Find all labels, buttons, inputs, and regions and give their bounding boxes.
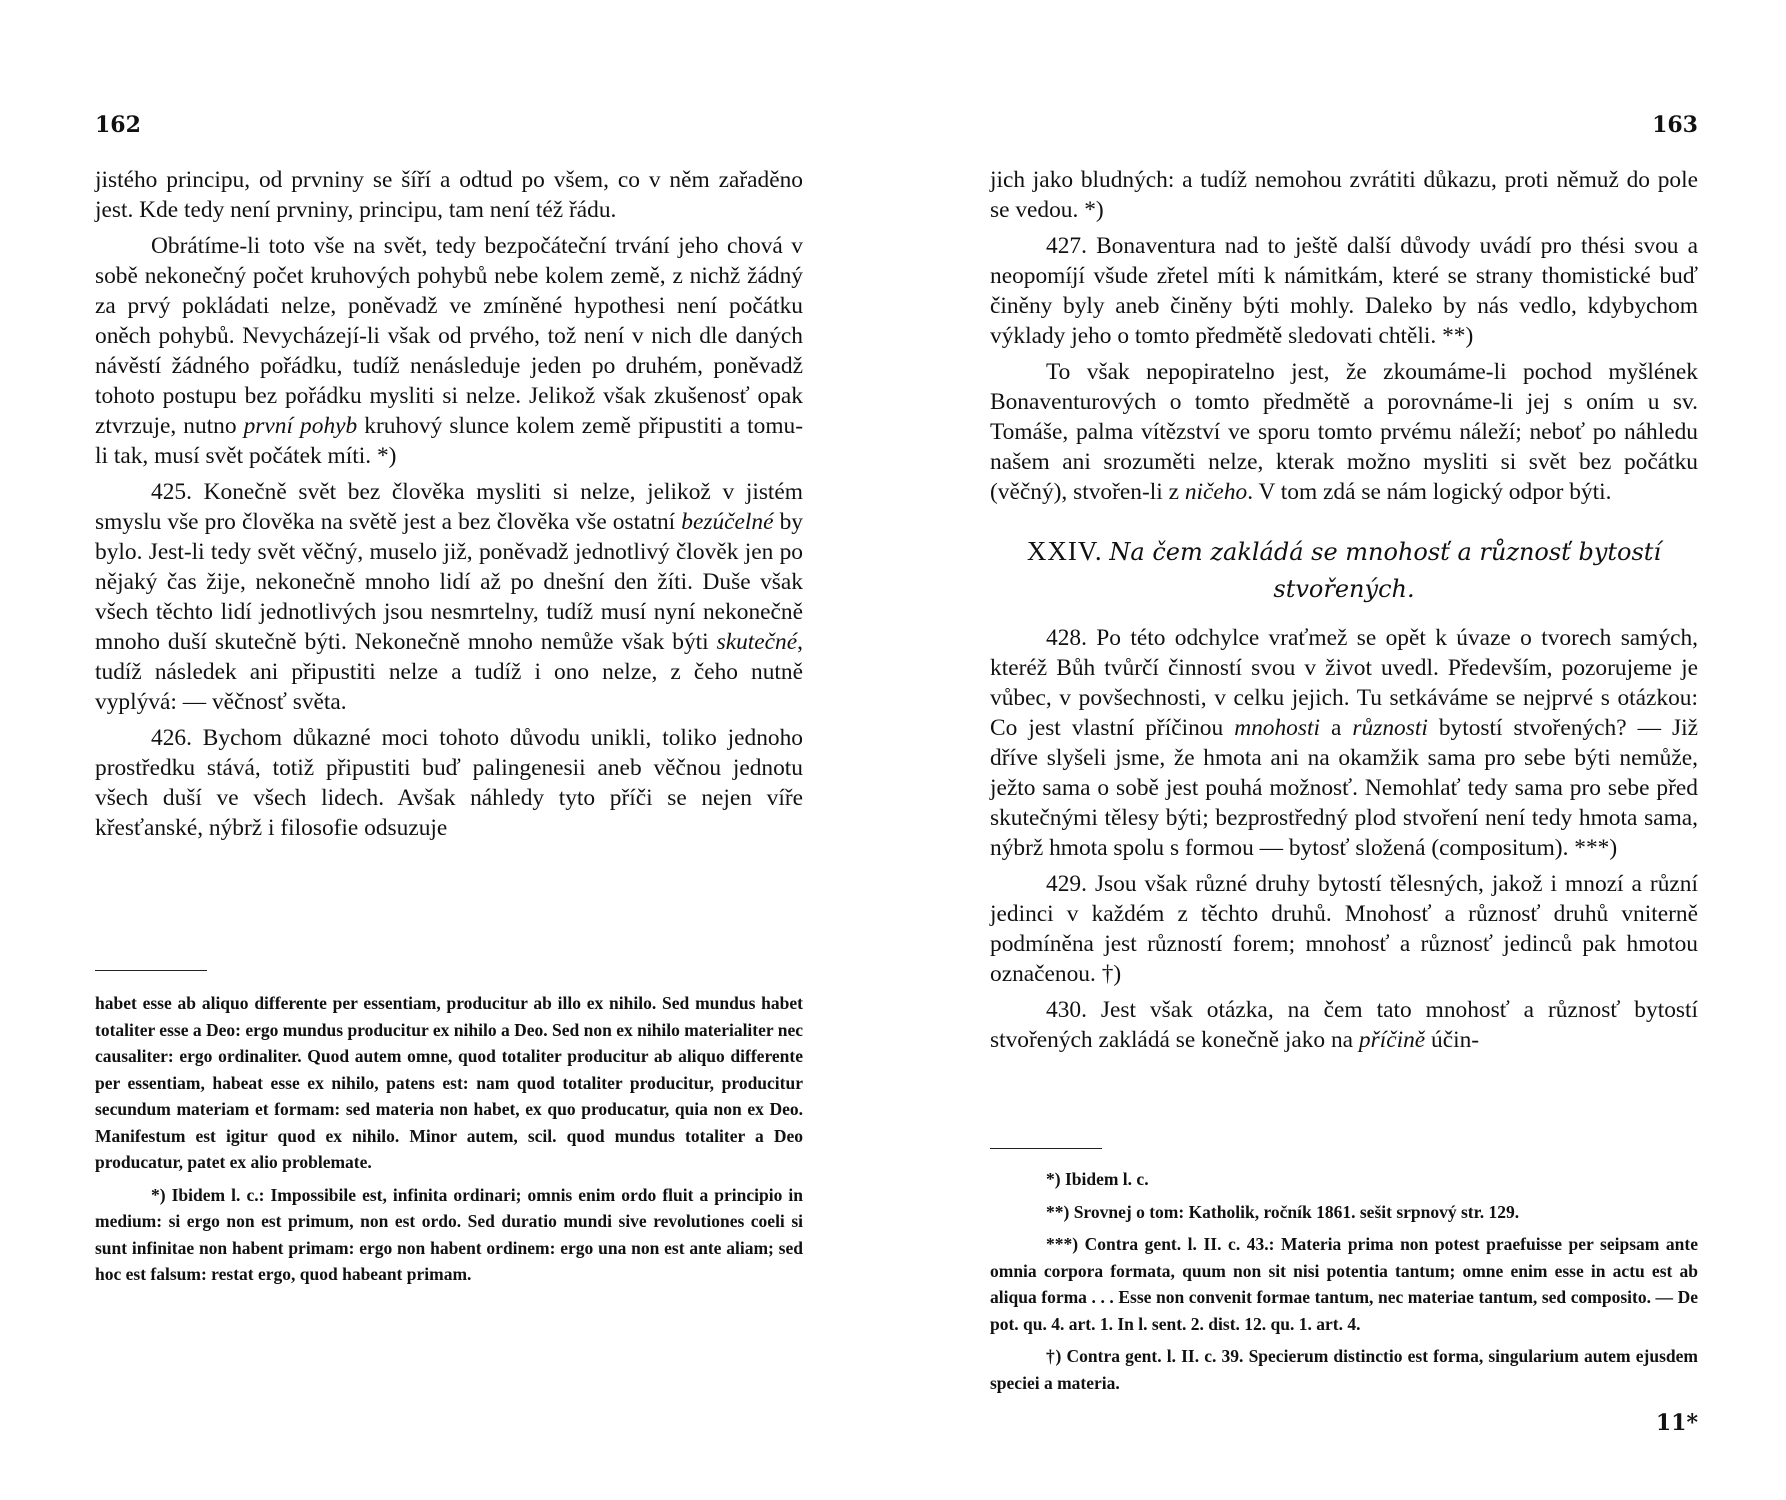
text-run: 430. Jest však otázka, na čem tato mnohosť a různosť bytostí stvořených zakládá se konečně jako na [990,997,1698,1053]
footnote: *) Ibidem l. c.: Impossibile est, infinita ordinari; omnis enim ordo fluit a principio in medium: si ergo non est primum, non est ordo. Sed duratio mundi sive revolutiones coeli si sunt infinitae non habent primam: ergo non habent ordinem: ergo una non est ante aliam; sed hoc est falsum: restat ergo, quod habeant primam. [95,1184,803,1284]
footnote: *) Ibidem l. c. [1046,1169,1149,1189]
page-number-left: 162 [95,112,141,138]
emphasis: různosti [1352,715,1428,741]
paragraph [990,623,1698,863]
footnote: ***) Contra gent. l. II. c. 43.: Materia prima non potest praefuisse per seipsam ante omnia corpora formata, quum non sit nisi potentia tantum; omne enim esse in actu est ab aliqua forma . . . Esse non convenit formae tantum, nec materiae tantum, sed composito. — De pot. qu. 4. art. 1. In l. sent. 2. dist. 12. qu. 1. art. 4. [990,1234,1698,1334]
paragraph [990,357,1698,507]
text-run: kruhový slunce kolem země připustiti a tomu-li tak, musí svět počátek míti. *) [95,413,804,469]
paragraph [95,231,803,471]
text-run: . V tom zdá se nám logický odpor býti. [1247,479,1612,505]
paragraph: jistého principu, od prvniny se šíří a odtud po všem, co v něm zařaděno jest. Kde tedy není prvniny, principu, tam není též řádu. [95,167,803,223]
paragraph [95,477,803,717]
chapter-heading [990,533,1698,607]
footnote-rule [990,1148,1102,1149]
page-number-right: 163 [1652,112,1698,138]
emphasis: bezúčelné [681,509,774,535]
right-footnotes [990,1160,1698,1396]
emphasis: první pohyb [243,413,358,439]
text-run: účin- [1425,1027,1480,1053]
text-run: 428. Po této odchylce vraťmež se opět k úvaze o tvorech samých, kteréž Bůh tvůrčí činností svou v život uvedl. Především, pozorujeme je vůbec, v povšechnosti, v celku jejich. Tu setkáváme se nejprvé s otázkou: Co jest vlastní příčinou [990,625,1698,741]
text-run: bytostí stvořených? — Již dříve slyšeli jsme, že hmota ani na okamžik sama pro sebe býti nemůže, ježto sama o sobě jest pouhá možnosť. Nemohlať tedy sama pro sebe před skutečnými tělesy býti; bezprostředný plod stvoření není tedy hmota sama, nýbrž hmota spolu s formou — bytosť složená (compositum). ***) [990,715,1698,861]
left-body-text [95,165,803,843]
text-run: 425. Konečně svět bez člověka mysliti si nelze, jelikož v jistém smyslu vše pro člověka na světě jest a bez člověka vše ostatní [95,479,803,535]
emphasis: ničeho [1184,479,1248,505]
emphasis: skutečné [716,629,798,655]
emphasis: příčině [1358,1027,1426,1053]
text-run: Obrátíme-li toto vše na svět, tedy bezpočáteční trvání jeho chová v sobě nekonečný počet kruhových pohybů nebe kolem země, z nichž žádný za prvý pokládati nelze, poněvadž ve zmíněné hypothesi není počátku oněch pohybů. Nevycházejí-li však od prvého, tož není v nich dle daných návěstí žádného pořádku, tudíž nenásleduje jeden po druhém, poněvadž tohoto postupu bez pořádku mysliti si nelze. Jelikož však zkušenosť opak ztvrzuje, nutno [95,233,803,439]
paragraph: 427. Bonaventura nad to ještě další důvody uvádí pro thési svou a neopomíjí všude zřetel míti k námitkám, které se strany thomistické buď činěny byly aneb činěny býti mohly. Daleko by nás vedlo, kdybychom výklady jeho o tomto předmětě sledovati chtěli. **) [990,233,1698,349]
text-run: a [1319,715,1353,741]
footnote-rule [95,970,207,971]
footnote: **) Srovnej o tom: Katholik, ročník 1861. sešit srpnový str. 129. [1046,1201,1520,1222]
signature-mark: 11* [1655,1410,1698,1436]
text-run: by bylo. Jest-li tedy svět věčný, muselo již, poněvadž jednotlivý člověk jen po nějaký čas žije, nekonečně mnoho lidí až po dnešní den žíti. Duše však všech těchto lidí jednotlivých jsou nesmrtelny, tudíž musí nyní nekonečně mnoho duší skutečně býti. Nekonečně mnoho nemůže však býti [95,509,803,655]
chapter-title: Na čem zakládá se mnohosť a různosť bytostí stvořených. [1109,538,1662,603]
text-run: To však nepopiratelno jest, že zkoumáme-li pochod myšlének Bonaventurových o tomto předmětě a porovnáme-li jej s oním u sv. Tomáše, palma vítězství ve sporu tomto prvému náleží; neboť po náhledu našem ani srozuměti nelze, kterak možno mysliti si svět bez počátku (věčný), stvořen-li z [990,359,1698,505]
footnote: †) Contra gent. l. II. c. 39. Specierum distinctio est forma, singularium autem ejusdem speciei a materia. [990,1346,1698,1393]
paragraph [990,995,1698,1055]
right-body-text [990,165,1698,1055]
emphasis: mnohosti [1234,715,1320,741]
paragraph: jich jako bludných: a tudíž nemohou zvrátiti důkazu, proti němuž do pole se vedou. *) [990,167,1698,223]
text-run: , tudíž následek ani připustiti nelze a tudíž i ono nelze, z čeho nutně vyplývá: — věčnosť světa. [95,629,803,715]
paragraph: 426. Bychom důkazné moci tohoto důvodu unikli, toliko jednoho prostředku stává, totiž připustiti buď palingenesii aneb věčnou jednotu všech duší ve všech lidech. Avšak náhledy tyto příči se nejen víře křesťanské, nýbrž i filosofie odsuzuje [95,725,803,841]
footnote: habet esse ab aliquo differente per essentiam, producitur ab illo ex nihilo. Sed mundus habet totaliter esse a Deo: ergo mundus producitur ex nihilo a Deo. Sed non ex nihilo materialiter nec causaliter: ergo ordinaliter. Quod autem omne, quod totaliter producitur ab aliquo differente per essentiam, habeat esse ex nihilo, patens est: nam quod totaliter producitur, producitur secundum materiam et formam: sed materia non habet, ex quo producatur, quia non ex Deo. Manifestum est igitur quod ex nihilo. Minor autem, scil. quod mundus totaliter a Deo producatur, patet ex alio problemate. [95,993,803,1172]
chapter-number: XXIV. [1026,536,1103,566]
left-footnotes [95,990,803,1288]
paragraph: 429. Jsou však různé druhy bytostí tělesných, jakož i mnozí a různí jedinci v každém z těchto druhů. Mnohosť a různosť druhů vniterně podmíněna jest růzností forem; mnohosť a různosť jedinců pak hmotou označenou. †) [990,871,1698,987]
